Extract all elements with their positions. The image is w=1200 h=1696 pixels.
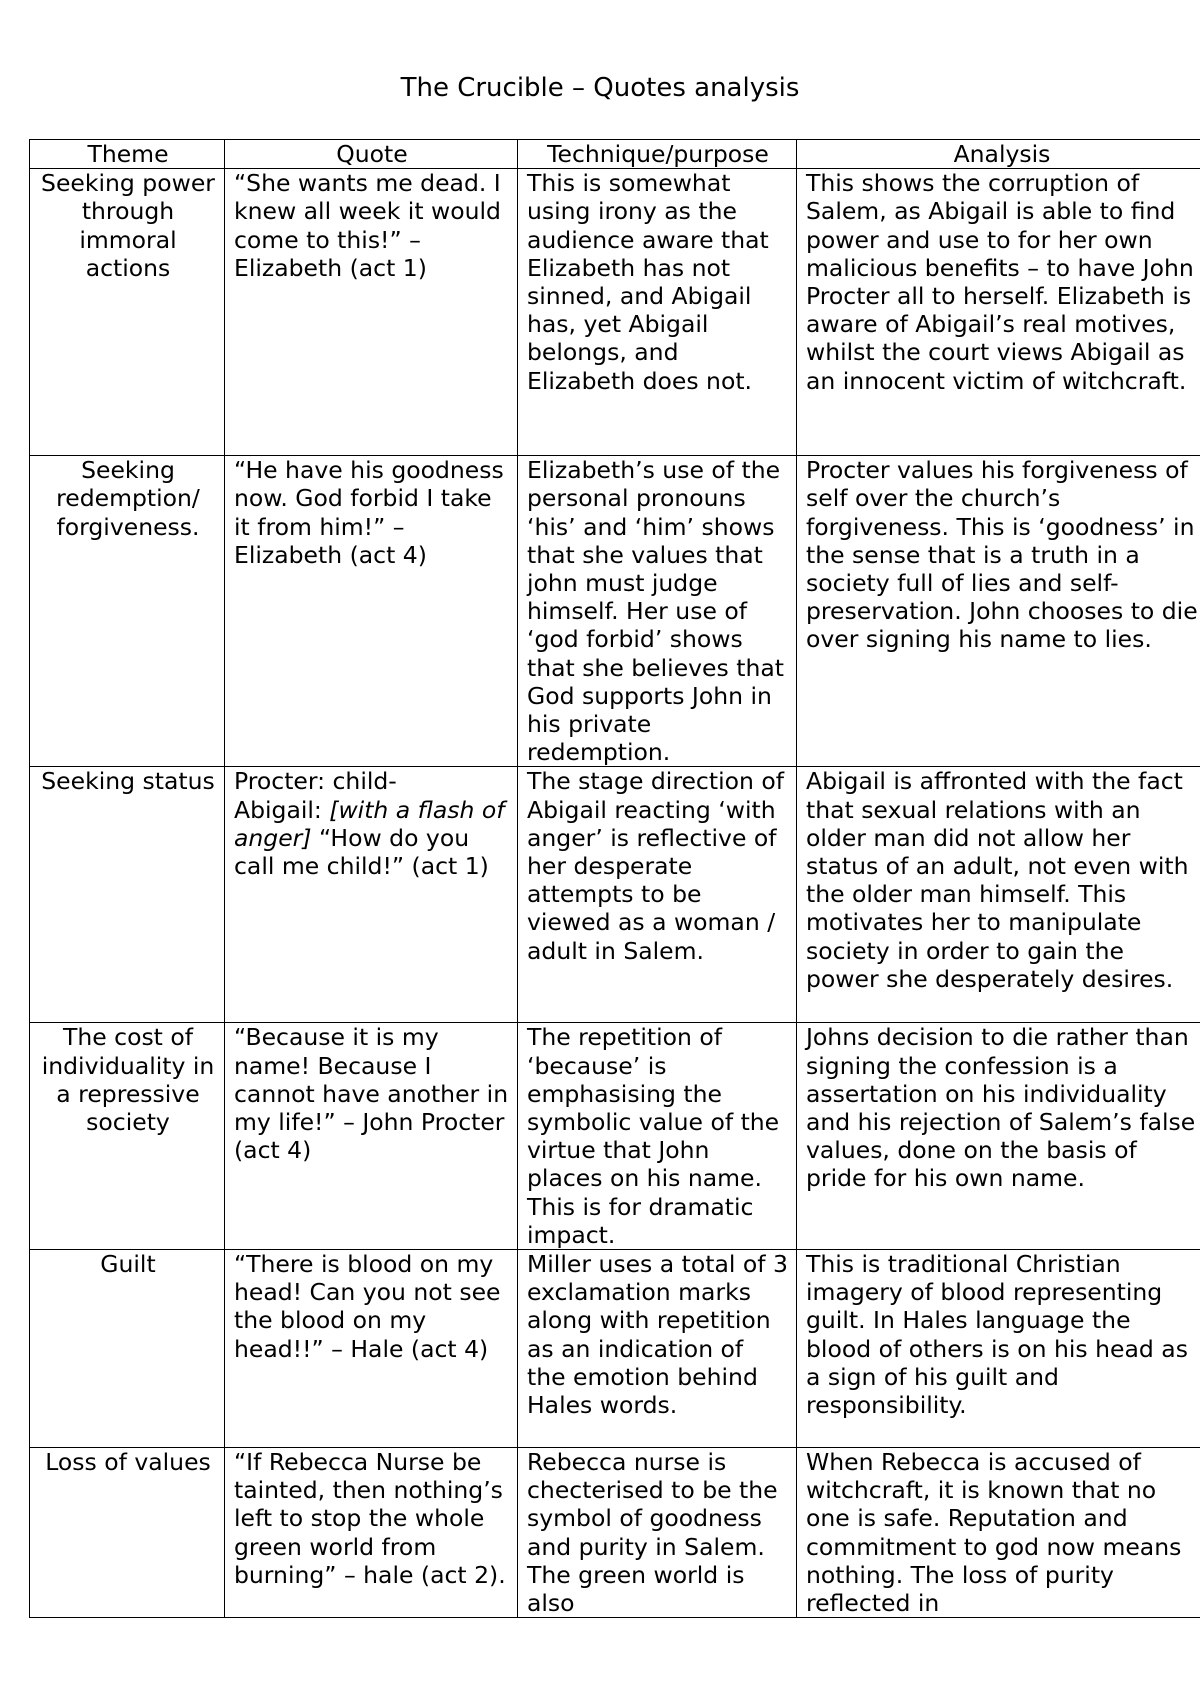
- quote-speaker: Abigail:: [234, 795, 330, 824]
- quote-cell: “She wants me dead. I knew all week it would come to this!” – Elizabeth (act 1): [225, 169, 518, 456]
- quote-cell: “He have his goodness now. God forbid I take it from him!” – Elizabeth (act 4): [225, 456, 518, 767]
- technique-cell: This is somewhat using irony as the audience aware that Elizabeth has not sinned, and Abigail has, yet Abigail belongs, and Elizabeth does not.: [518, 169, 797, 456]
- table-row: [30, 456, 1200, 767]
- header-quote: Quote: [225, 140, 518, 169]
- quote-cell: “Because it is my name! Because I cannot have another in my life!” – John Procter (act 4): [225, 1023, 518, 1250]
- analysis-cell: This shows the corruption of Salem, as Abigail is able to find power and use to for her own malicious benefits – to have John Procter all to herself. Elizabeth is aware of Abigail’s real motives, whilst the court views Abigail as an innocent victim of witchcraft.: [797, 169, 1200, 456]
- table-row: [30, 169, 1200, 456]
- analysis-cell: Abigail is affronted with the fact that sexual relations with an older man did not allow her status of an adult, not even with the older man himself. This motivates her to manipulate society in order to gain the power she desperately desires.: [797, 767, 1200, 1023]
- analysis-cell: This is traditional Christian imagery of blood representing guilt. In Hales language the blood of others is on his head as a sign of his guilt and responsibility.: [797, 1250, 1200, 1448]
- stage-direction: [with a flash of anger]: [234, 795, 505, 852]
- page-title: The Crucible – Quotes analysis: [400, 73, 800, 103]
- technique-cell: The stage direction of Abigail reacting ‘with anger’ is reflective of her desperate attempts to be viewed as a woman / adult in Salem.: [518, 767, 797, 1023]
- theme-cell: The cost of individuality in a repressive society: [30, 1023, 225, 1250]
- table-row: [30, 1250, 1200, 1448]
- theme-cell: Loss of values: [30, 1448, 225, 1618]
- theme-cell: Seeking status: [30, 767, 225, 1023]
- technique-cell: The repetition of ‘because’ is emphasising the symbolic value of the virtue that John places on his name. This is for dramatic impact.: [518, 1023, 797, 1250]
- theme-cell: Seeking power through immoral actions: [30, 169, 225, 456]
- header-row: [30, 140, 1200, 169]
- table-row: [30, 767, 1200, 1023]
- quote-text: “How do you call me child!” (act 1): [234, 823, 489, 881]
- technique-cell: Rebecca nurse is checterised to be the symbol of goodness and purity in Salem. The green world is also: [518, 1448, 797, 1618]
- theme-cell: Seeking redemption/ forgiveness.: [30, 456, 225, 767]
- table-row: [30, 1023, 1200, 1250]
- quote-line-procter: Procter: child-: [234, 767, 397, 796]
- quote-cell: “There is blood on my head! Can you not see the blood on my head!!” – Hale (act 4): [225, 1250, 518, 1448]
- technique-cell: Miller uses a total of 3 exclamation marks along with repetition as an indication of the emotion behind Hales words.: [518, 1250, 797, 1448]
- quotes-analysis-table: [29, 139, 1200, 1618]
- analysis-cell: Procter values his forgiveness of self over the church’s forgiveness. This is ‘goodness’ in the sense that is a truth in a society full of lies and self-preservation. John chooses to die over signing his name to lies.: [797, 456, 1200, 767]
- table-row: [30, 1448, 1200, 1618]
- header-analysis: Analysis: [797, 140, 1200, 169]
- header-technique: Technique/purpose: [518, 140, 797, 169]
- analysis-cell: Johns decision to die rather than signing the confession is a assertation on his individuality and his rejection of Salem’s false values, done on the basis of pride for his own name.: [797, 1023, 1200, 1250]
- quote-cell: [225, 767, 518, 1023]
- header-theme: Theme: [30, 140, 225, 169]
- technique-cell: Elizabeth’s use of the personal pronouns ‘his’ and ‘him’ shows that she values that john must judge himself. Her use of ‘god forbid’ shows that she believes that God supports John in his private redemption.: [518, 456, 797, 767]
- quote-cell: “If Rebecca Nurse be tainted, then nothing’s left to stop the whole green world from burning” – hale (act 2).: [225, 1448, 518, 1618]
- analysis-cell: When Rebecca is accused of witchcraft, it is known that no one is safe. Reputation and commitment to god now means nothing. The loss of purity reflected in: [797, 1448, 1200, 1618]
- theme-cell: Guilt: [30, 1250, 225, 1448]
